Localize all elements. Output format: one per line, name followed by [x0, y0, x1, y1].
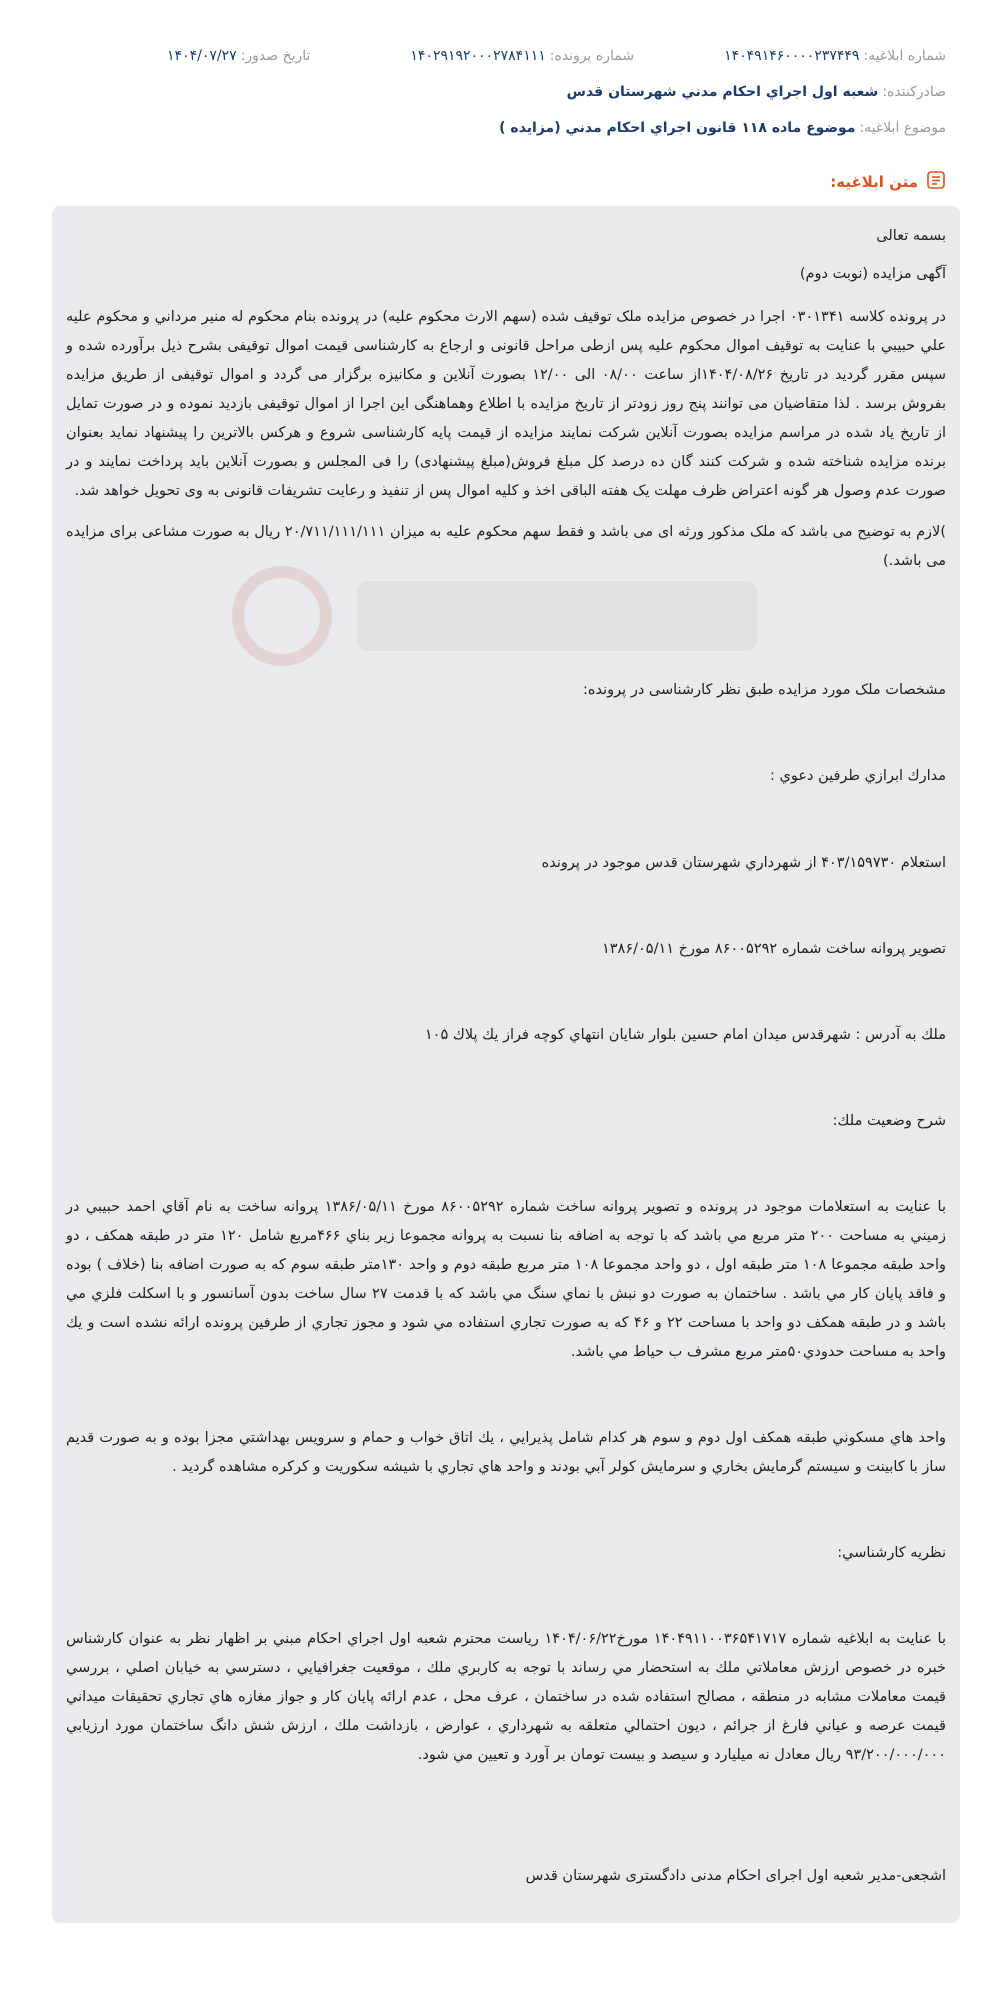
notice-meta-row	[54, 48, 946, 64]
inquiry-line: استعلام ۴۰۳/۱۵۹۷۳۰ از شهرداري شهرستان قدس موجود در پرونده	[541, 855, 946, 871]
file-number	[410, 48, 634, 64]
file-number-value: ۱۴۰۲۹۱۹۲۰۰۰۲۷۸۴۱۱۱	[410, 48, 546, 64]
auction-title: آگهی مزايده (نوبت دوم)	[799, 266, 946, 282]
notice-number-value: ۱۴۰۴۹۱۴۶۰۰۰۰۲۳۷۴۴۹	[724, 48, 860, 64]
file-number-label: شماره پرونده:	[549, 48, 635, 64]
watermark-logo	[227, 561, 787, 671]
subject-value: موضوع ماده ۱۱۸ قانون اجراي احكام مدني (مزايده )	[499, 120, 856, 136]
document-icon	[926, 170, 946, 194]
auction-paragraph: در پرونده کلاسه ۰۳۰۱۳۴۱ اجرا در خصوص مزايده ملک توقيف شده (سهم الارث محکوم عليه) در پرونده بنام محکوم له منير مرداني و محکوم عليه علي حبيبي با عنايت به توقيف اموال محکوم عليه پس ازطی مراحل قانونی و ارجاع به کارشناسی قيمت اموال توقيفی بشرح ذيل برآورده شده و سپس مقرر گرديد در تاريخ ۱۴۰۴/۰۸/۲۶از ساعت ۰۸/۰۰ الی ۱۲/۰۰ بصورت آنلاين و مکانيزه برگزار می گردد و اموال توقيفی از طريق مزايده بفروش برسد . لذا متقاضيان می توانند پنج روز زودتر از تاريخ مزايده با اطلاع وهماهنگی اين اجرا از اموال توقيفی بازديد نموده و در صورت تمايل از تاريخ ياد شده در مراسم مزايده بصورت آنلاين شرکت نمايند مزايده از قيمت پايه کارشناسی شروع و هرکس بالاترين را پيشنهاد نمايد بعنوان برنده مزايده شناخته شده و شرکت کنند گان ده درصد کل مبلغ فروش(مبلغ پيشنهادی) را فی المجلس و بصورت آنلاين بايد پرداخت نمايند و در صورت عدم وصول هر گونه اعتراض ظرف مهلت يک هفته الباقی اخذ و کليه اموال پس از تنفيذ و رعايت تشريفات قانونی به وی تحويل خواهد شد.	[66, 309, 947, 499]
address-line: ملك به آدرس : شهرقدس ميدان امام حسين بلوار شايان انتهاي كوچه فراز يك پلاك ۱۰۵	[424, 1027, 946, 1043]
residential-paragraph: واحد هاي مسكوني طبقه همكف اول دوم و سوم هر كدام شامل پذيرايي ، يك اتاق خواب و حمام و سرويس بهداشتي مجزا بوده و به صورت قديم ساز با كابينت و سيستم گرمايش بخاري و سرمايش كولر آبي بودند و واحد هاي تجاري با شيشه سكوريت و كركره مشاهده گرديد .	[66, 1430, 946, 1475]
issuer-label: صادرکننده:	[882, 84, 946, 100]
issuer	[567, 84, 946, 100]
notice-text-heading	[830, 170, 946, 194]
issue-date	[167, 48, 310, 64]
subject-label: موضوع ابلاغيه:	[859, 120, 946, 136]
notice-number-label: شماره ابلاغيه:	[863, 48, 946, 64]
subject	[499, 120, 946, 136]
status-heading: شرح وضعيت ملك:	[832, 1113, 946, 1129]
status-paragraph: با عنايت به استعلامات موجود در پرونده و تصوير پروانه ساخت شماره ۸۶۰۰۵۲۹۲ مورخ ۱۳۸۶/۰۵/۱۱ پروانه ساخت به نام آقاي احمد حبيبي در زميني به مساحت ۲۰۰ متر مربع مي باشد كه با توجه به اضافه بنا نسبت به پروانه مجموعا زير بناي ۴۶۶مربع شامل ۱۲۰ متر در طبقه همكف ، دو واحد طبقه مجموعا ۱۰۸ متر طبقه اول ، دو واحد مجموعا ۱۰۸ متر مربع طبقه دوم و واحد ۱۳۰متر طبقه سوم كه به صورت اضافه بنا (خلاف ) بوده و فاقد پايان كار مي باشد . ساختمان به صورت دو نبش با نماي سنگ مي باشد كه با قدمت ۲۷ سال ساخت بدون آسانسور و با اسكلت فلزي مي باشد و در طبقه همكف دو واحد با مساحت ۲۲ و ۴۶ كه به صورت تجاري استفاده مي شود و مجوز تجاري از طرفين پرونده ارائه نشده است و يك واحد به مساحت حدودي۵۰متر مربع مشرف ب حياط مي باشد.	[66, 1199, 947, 1360]
notice-text-title: متن ابلاغيه:	[830, 173, 918, 191]
property-spec-heading: مشخصات ملک مورد مزايده طبق نظر کارشناسی در پرونده:	[583, 682, 946, 698]
issuer-value: شعبه اول اجراي احكام مدني شهرستان قدس	[566, 84, 879, 100]
expert-opinion-paragraph: با عنايت به ابلاغيه شماره ۱۴۰۴۹۱۱۰۰۳۶۵۴۱۷۱۷ مورخ۱۴۰۴/۰۶/۲۲ رياست محترم شعبه اول اجراي احكام مبني بر اظهار نظر به عنوان كارشناس خبره در خصوص ارزش معاملاتي ملك به استحضار مي رساند با توجه به كاربري ملك ، موقعيت جغرافيايي ، دسترسي به خيابان اصلي ، بررسي قيمت معاملات مشابه در منطقه ، مصالح استفاده شده در ساختمان ، عرف محل ، عدم ارائه پايان كار و جواز مغازه هاي تجاري تحقيقات ميداني قيمت عرصه و عياني فارغ از جرائم ، ديون احتمالي متعلقه به شهرداري ، عوارض ، بازداشت ملك ، ارزش شش دانگ ساختمان مورد ارزيابي ۹۳/۲۰۰/۰۰۰/۰۰۰ ريال معادل نه ميليارد و سيصد و بيست تومان بر آورد و تعيين مي شود.	[66, 1631, 946, 1763]
notice-number	[724, 48, 946, 64]
subject-row	[54, 120, 946, 136]
issuer-row	[54, 84, 946, 100]
share-note-paragraph: )لازم به توضيح می باشد که ملک مذکور ورثه ای می باشد و فقط سهم محکوم عليه به ميزان ۲۰/۷۱۱/۱۱۱/۱۱۱ ريال به صورت مشاعی برای مزايده می باشد.)	[66, 524, 946, 569]
issue-date-value: ۱۴۰۴/۰۷/۲۷	[167, 48, 237, 64]
notice-text-panel	[52, 206, 960, 1923]
permit-line: تصوير پروانه ساخت شماره ۸۶۰۰۵۲۹۲ مورخ ۱۳۸۶/۰۵/۱۱	[601, 941, 946, 957]
signature-line: اشجعی-مدير شعبه اول اجرای احکام مدنی دادگستری شهرستان قدس	[525, 1868, 946, 1884]
issue-date-label: تاريخ صدور:	[240, 48, 311, 64]
heading-besmeh: بسمه تعالی	[876, 228, 946, 244]
expert-opinion-heading: نظريه كارشناسي:	[837, 1545, 946, 1561]
documents-heading: مدارك ابرازي طرفين دعوي :	[770, 768, 946, 784]
